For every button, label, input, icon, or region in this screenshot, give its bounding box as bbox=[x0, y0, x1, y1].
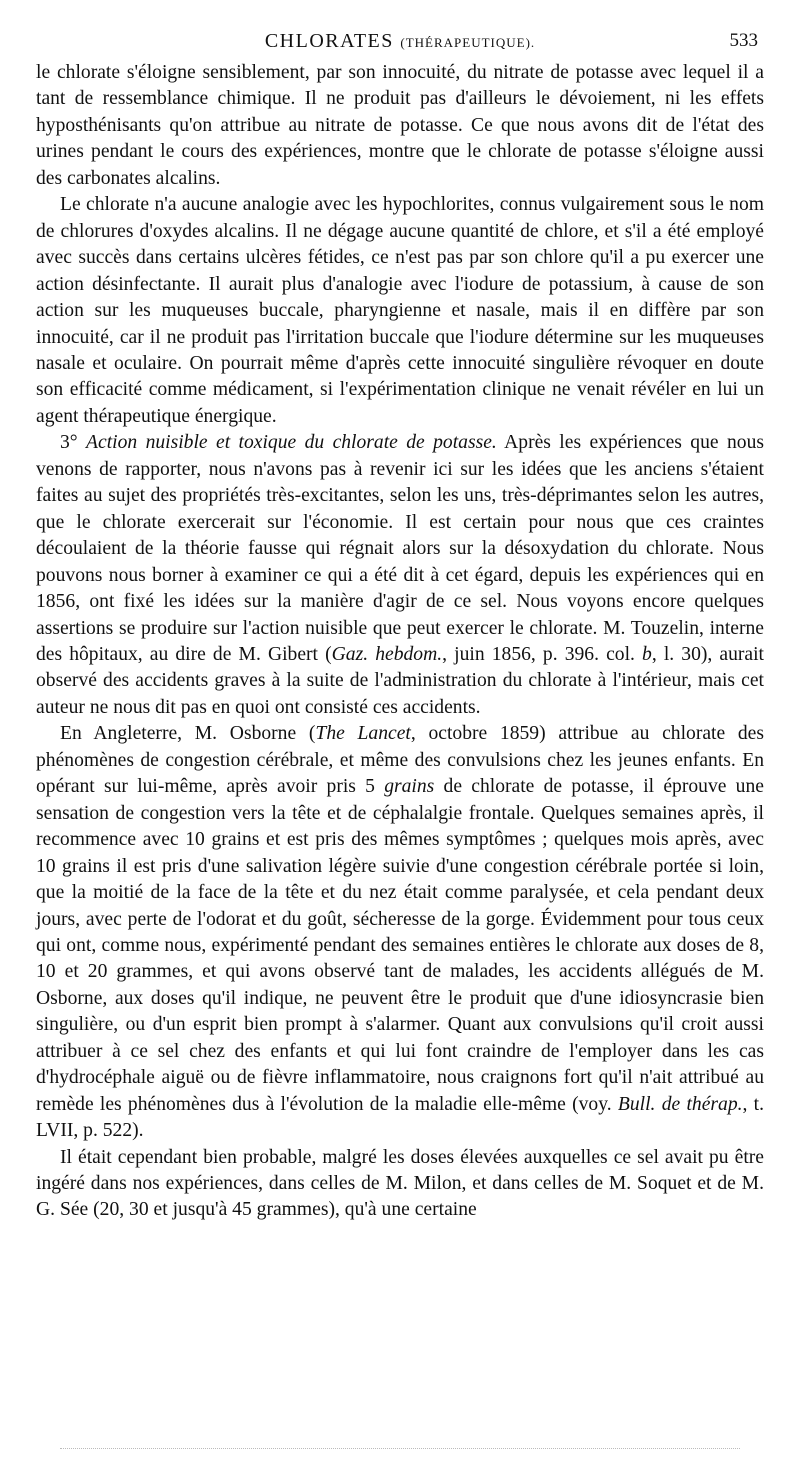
bottom-dotted-rule bbox=[60, 1448, 740, 1449]
unit-grains: grains bbox=[384, 776, 435, 798]
paragraph-3 bbox=[36, 430, 764, 721]
page-number: 533 bbox=[729, 30, 758, 51]
paragraph-3-text-b: , juin 1856, p. 396. col. bbox=[442, 643, 643, 665]
section-number: 3° bbox=[60, 432, 87, 454]
running-head bbox=[36, 30, 764, 56]
paragraph-4 bbox=[36, 721, 764, 1144]
running-title-main: CHLORATES bbox=[264, 30, 394, 52]
citation-bull-therap: Bull. de thérap. bbox=[617, 1093, 743, 1115]
paragraph-3-text-c: , l. 30), aurait observé des accidents graves à la suite de l'administration du chlorate à l'intérieur, mais cet auteur ne nous dit pas en quoi ont consisté ces accidents. bbox=[36, 643, 765, 718]
paragraph-5: Il était cependant bien probable, malgré les doses élevées auxquelles ce sel avait pu être ingéré dans nos expériences, dans celles de M. Milon, et dans celles de M. Soquet et de M. G. Sée (20, 30 et jusqu'à 45 grammes), qu'à une certaine bbox=[36, 1146, 764, 1221]
paragraph-4-text-a: En Angleterre, M. Osborne ( bbox=[60, 723, 316, 745]
paragraph-2: Le chlorate n'a aucune analogie avec les hypochlorites, connus vulgairement sous le nom de chlorures d'oxydes alcalins. Il ne dégage aucune quantité de chlore, et s'il a été employé avec succès dans certains ulcères fétides, ce n'est pas par son chlore qu'il a pu exercer une action désinfectante. Il aurait plus d'analogie avec l'iodure de potassium, à cause de son action sur les muqueuses buccale, pharyngienne et nasale, mais il en diffère par son innocuité, car il ne produit pas l'irritation buccale que l'iodure détermine sur les muqueuses nasale et oculaire. On pourrait même d'après cette innocuité singulière révoquer en doute son efficacité comme médicament, si l'expérimentation clinique ne venait révéler en lui un agent thérapeutique énergique. bbox=[36, 194, 764, 427]
citation-the-lancet: The Lancet bbox=[315, 723, 411, 745]
running-title-subtitle: (THÉRAPEUTIQUE). bbox=[400, 35, 536, 50]
body-text bbox=[36, 60, 764, 1224]
section-title: Action nuisible et toxique du chlorate de potasse. bbox=[86, 432, 497, 454]
column-letter: b bbox=[642, 643, 652, 665]
paragraph-1: le chlorate s'éloigne sensiblement, par son innocuité, du nitrate de potasse avec lequel il a tant de ressemblance chimique. Il ne produit pas d'ailleurs le dévoiement, ni les effets hyposthénisants qu'on attribue au nitrate de potasse. Ce que nous avons dit de l'état des urines pendant le cours des expériences, montre que le chlorate de potasse s'éloigne aussi des carbonates alcalins. bbox=[36, 62, 764, 189]
paragraph-3-text-a: Après les expériences que nous venons de rapporter, nous n'avons pas à revenir ici sur les idées que les anciens s'étaient faites au sujet des propriétés très-excitantes, selon les uns, très-déprimantes selon les autres, que le chlorate exercerait sur l'économie. Il est certain pour nous que ces craintes découlaient de la théorie fausse qui régnait alors sur la désoxydation du chlorate. Nous pouvons nous borner à examiner ce qui a été dit à cet égard, depuis les expériences qui en 1856, ont fixé les idées sur la manière d'agir de ce sel. Nous voyons encore quelques assertions se produire sur l'action nuisible que peut exercer le chlorate. M. Touzelin, interne des hôpitaux, au dire de M. Gibert ( bbox=[36, 432, 765, 665]
paragraph-4-text-c: de chlorate de potasse, il éprouve une sensation de congestion vers la tête et de céphalalgie frontale. Quelques semaines après, il recommence avec 10 grains et est pris des mêmes symptômes ; quelques mois après, avec 10 grains il est pris d'une salivation légère suivie d'une congestion cérébrale portée si loin, que la moitié de la face de la tête et du nez était comme paralysée, et cela pendant deux jours, avec perte de l'odorat et du goût, sécheresse de la gorge. Évidemment pour tous ceux qui ont, comme nous, expérimenté pendant des semaines entières le chlorate aux doses de 8, 10 et 20 grammes, et qui avons observé tant de malades, les accidents allégués de M. Osborne, aux doses qu'il indique, ne peuvent être le produit que d'une idiosyncrasie bien singulière, ou d'un esprit bien prompt à s'alarmer. Quant aux convulsions qu'il croit aussi attribuer à ce sel chez des enfants et qui lui font craindre de l'employer dans les cas d'hydrocéphale aiguë ou de fièvre inflammatoire, nous craignons fort qu'il n'ait attribué au remède les phénomènes dus à l'évolution de la maladie elle-même (voy. bbox=[36, 776, 764, 1115]
running-title bbox=[36, 30, 764, 53]
citation-gaz-hebdom: Gaz. hebdom. bbox=[331, 643, 443, 665]
paragraph-4-text-d: , t. LVII, p. 522). bbox=[36, 1093, 765, 1142]
paragraph-4-text-b: , octobre 1859) attribue au chlorate des phénomènes de congestion cérébrale, et même des convulsions chez les jeunes enfants. En opérant sur lui-même, après avoir pris 5 bbox=[36, 723, 765, 798]
